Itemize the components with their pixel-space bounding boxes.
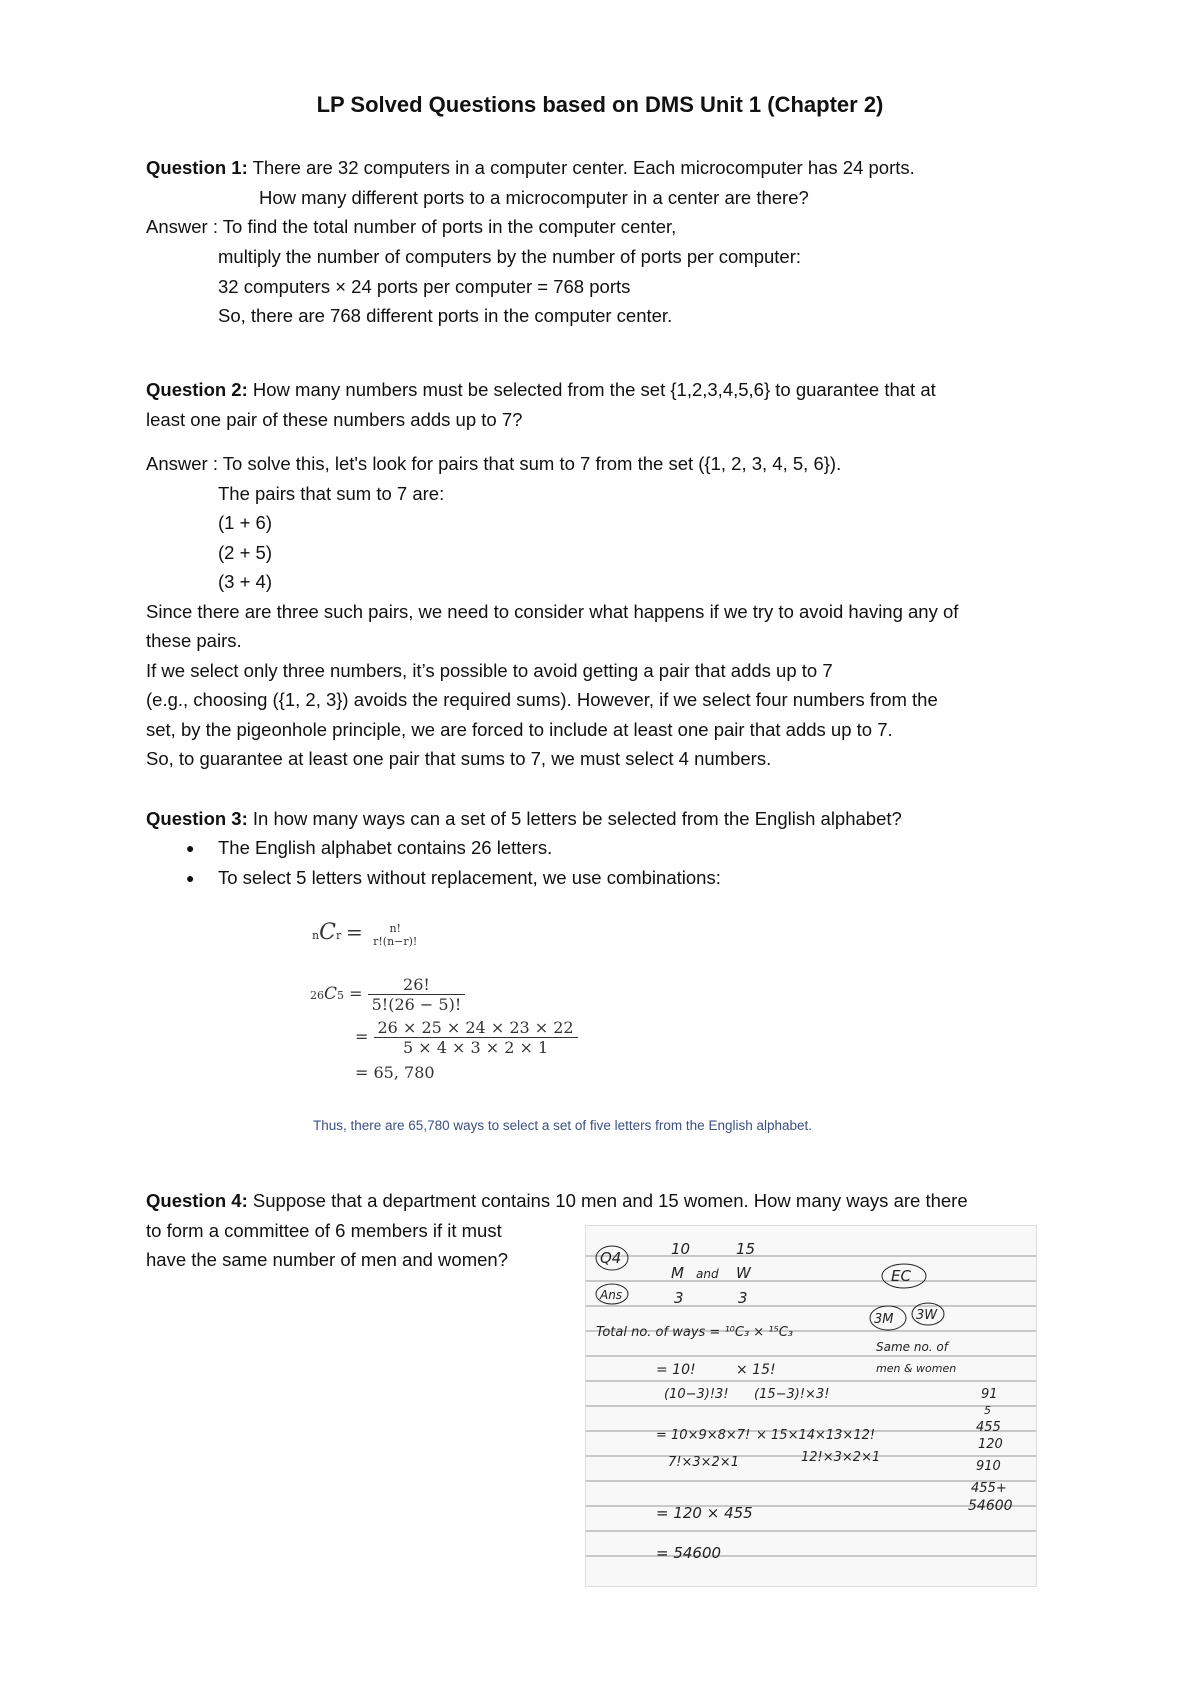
formula-step-2-denominator: 5 × 4 × 3 × 2 × 1 <box>374 1037 578 1057</box>
q2-para-5: set, by the pigeonhole principle, we are forced to include at least one pair that adds up to 7. <box>146 719 893 740</box>
q2-para-2: these pairs. <box>146 630 242 651</box>
q2-label: Question 2: <box>146 379 248 400</box>
hw-side-4: 910 <box>976 1459 1001 1474</box>
hw-ec: EC <box>891 1267 911 1285</box>
formula-result: = 65, 780 <box>355 1063 435 1082</box>
hw-line5a: 7!×3×2×1 <box>668 1455 739 1470</box>
q2-text2: least one pair of these numbers adds up to 7? <box>146 409 523 430</box>
q2-answer-line <box>146 452 841 476</box>
formula-c-symbol: C <box>319 920 336 945</box>
q3-line1 <box>146 807 902 831</box>
q3-label: Question 3: <box>146 808 248 829</box>
hw-side-5: 455+ <box>971 1481 1007 1496</box>
q1-label: Question 1: <box>146 157 248 178</box>
hw-line4b: × 15×14×13×12! <box>756 1428 876 1443</box>
q2-para-3: If we select only three numbers, it’s possible to avoid getting a pair that adds up to 7 <box>146 660 833 681</box>
hw-menwomen: men & women <box>876 1362 957 1375</box>
hw-three-m: 3 <box>674 1289 684 1307</box>
q1-answer-1: To find the total number of ports in the computer center, <box>222 216 677 237</box>
hw-w: W <box>736 1264 751 1282</box>
q4-text3: have the same number of men and women? <box>146 1249 508 1270</box>
hw-ans: Ans <box>600 1288 623 1302</box>
q1-answer-2: multiply the number of computers by the number of ports per computer: <box>218 246 802 267</box>
q1-answer-line <box>146 215 676 239</box>
document-title: LP Solved Questions based on DMS Unit 1 (Chapter 2) <box>316 92 884 117</box>
q4-text2: to form a committee of 6 members if it must <box>146 1220 502 1241</box>
formula-step-1-numerator: 26! <box>403 975 430 994</box>
q2-answer-1: To solve this, let's look for pairs that sum to 7 from the set ({1, 2, 3, 4, 5, 6}). <box>222 453 842 474</box>
formula-step-1: 26C5 = $\frac{26!}{5!(26 - 5)!}$ <box>310 975 465 1014</box>
formula-general-numerator: n! <box>389 922 401 935</box>
hw-line6: = 120 × 455 <box>656 1504 753 1522</box>
hw-and: and <box>696 1267 719 1281</box>
q2-para-6: So, to guarantee at least one pair that sums to 7, we must select 4 numbers. <box>146 748 772 769</box>
hw-line2a: = 10! <box>656 1362 696 1378</box>
q1-line1 <box>146 156 915 180</box>
hw-same: Same no. of <box>876 1340 948 1354</box>
formula-step-2-numerator: 26 × 25 × 24 × 23 × 22 <box>377 1018 574 1037</box>
hw-line2b: × 15! <box>736 1362 776 1378</box>
q1-text1: There are 32 computers in a computer center. Each microcomputer has 24 ports. <box>247 157 915 178</box>
hw-m: M <box>671 1264 684 1282</box>
q3-bullet-2: To select 5 letters without replacement, we use combinations: <box>218 867 721 888</box>
hw-line1: Total no. of ways = ¹⁰C₃ × ¹⁵C₃ <box>596 1325 794 1340</box>
hw-side-6: 54600 <box>968 1498 1013 1514</box>
q3-text: In how many ways can a set of 5 letters be selected from the English alphabet? <box>247 808 902 829</box>
q1-answer-4: So, there are 768 different ports in the computer center. <box>218 305 673 326</box>
q2-para-4: (e.g., choosing ({1, 2, 3}) avoids the required sums). However, if we select four numbers from the <box>146 689 938 710</box>
hw-side-3: 120 <box>978 1437 1003 1452</box>
q2-pair-2: (2 + 5) <box>218 542 272 563</box>
handwritten-solution-image <box>585 1225 1037 1587</box>
q4-label: Question 4: <box>146 1190 248 1211</box>
q4-line1 <box>146 1189 968 1213</box>
q3-bullet-1: The English alphabet contains 26 letters. <box>218 837 553 858</box>
hw-line3b: (15−3)!×3! <box>754 1387 830 1402</box>
q1-text2: How many different ports to a microcomputer in a center are there? <box>259 187 809 208</box>
hw-q: Q4 <box>600 1249 622 1267</box>
q4-text1: Suppose that a department contains 10 men and 15 women. How many ways are there <box>247 1190 968 1211</box>
hw-line4a: = 10×9×8×7! <box>656 1428 751 1443</box>
q2-answer-2: The pairs that sum to 7 are: <box>218 483 445 504</box>
hw-3w: 3W <box>916 1308 938 1323</box>
q1-answer-3: 32 computers × 24 ports per computer = 768 ports <box>218 276 631 297</box>
formula-general-denominator: r!(n−r)! <box>373 935 418 948</box>
q3-caption: Thus, there are 65,780 ways to select a set of five letters from the English alphabet. <box>313 1118 813 1133</box>
q2-pair-3: (3 + 4) <box>218 571 272 592</box>
q2-pair-1: (1 + 6) <box>218 512 272 533</box>
formula-general: nCr = n! r!(n−r)! <box>312 920 421 948</box>
hw-men-count: 10 <box>671 1240 691 1258</box>
hw-side-1: 5 <box>984 1404 991 1417</box>
hw-3m: 3M <box>874 1312 894 1327</box>
q2-line1 <box>146 378 936 402</box>
q2-para-1: Since there are three such pairs, we need to consider what happens if we try to avoid having any of <box>146 601 959 622</box>
hw-side-2: 455 <box>976 1420 1001 1435</box>
formula-step-2: = $\frac{26 \times 25 \times 24 \times 23 \times 22}{5 \times 4 \times 3 \times 2 \times 1}$ <box>355 1018 578 1057</box>
hw-side-0: 91 <box>981 1387 998 1402</box>
formula-step-1-denominator: 5!(26 − 5)! <box>368 994 466 1014</box>
bullet-icon: ● <box>186 840 195 856</box>
hw-line3a: (10−3)!3! <box>664 1387 729 1402</box>
hw-line7: = 54600 <box>656 1544 722 1562</box>
bullet-icon: ● <box>186 870 195 886</box>
q1-answer-label: Answer : <box>146 216 223 237</box>
hw-women-count: 15 <box>736 1240 756 1258</box>
q2-answer-label: Answer : <box>146 453 223 474</box>
q2-text1: How many numbers must be selected from the set {1,2,3,4,5,6} to guarantee that at <box>247 379 936 400</box>
hw-three-w: 3 <box>738 1289 748 1307</box>
hw-line5b: 12!×3×2×1 <box>801 1450 881 1465</box>
